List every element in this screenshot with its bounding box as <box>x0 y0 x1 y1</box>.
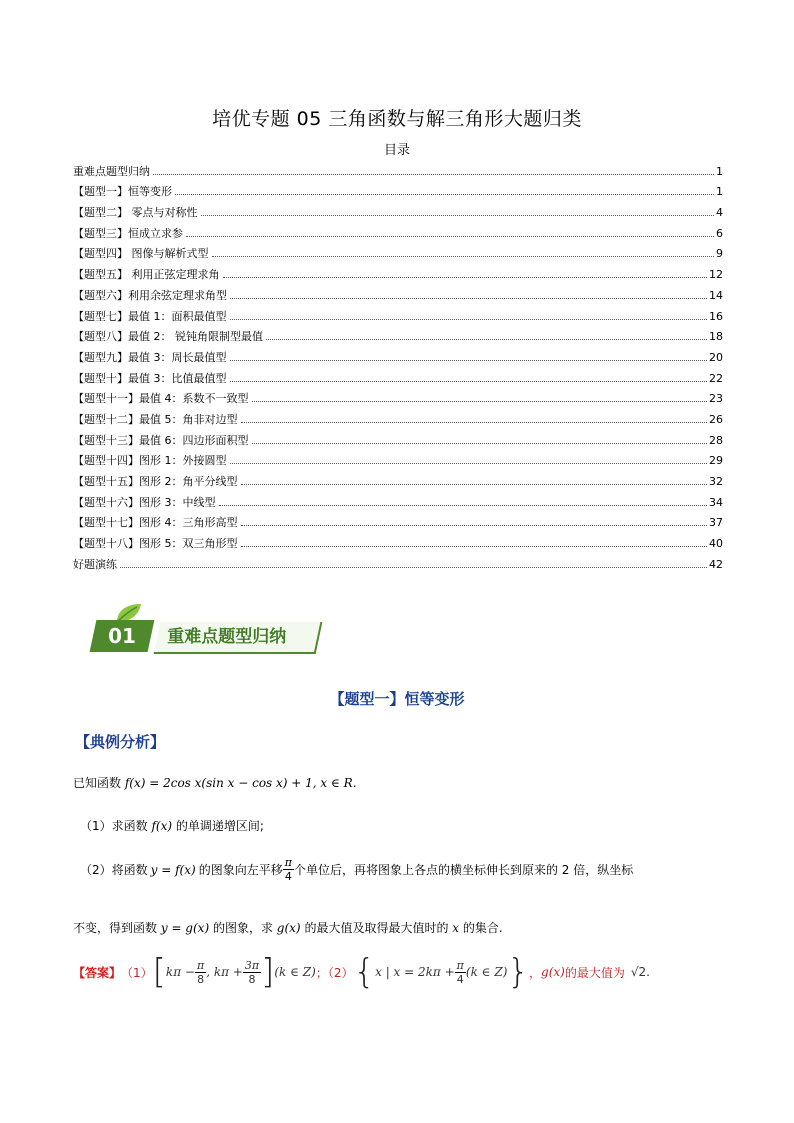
toc-entry[interactable] <box>73 179 723 200</box>
q2-x: x <box>452 921 460 935</box>
toc-entry[interactable] <box>73 427 723 448</box>
toc-entry-page: 16 <box>709 309 723 323</box>
question-2-line-2 <box>73 919 503 936</box>
toc-entry-label: 【题型十七】图形 4：三角形高型 <box>73 516 238 530</box>
q1-prefix: （1）求函数 <box>80 819 148 833</box>
q2-gx2: g(x) <box>276 921 301 935</box>
toc-entry-page: 4 <box>716 206 723 220</box>
toc-entry-page: 1 <box>716 185 723 199</box>
answer-tag: 【答案】 <box>73 965 122 980</box>
section-number-box <box>90 620 155 652</box>
section-title-box <box>154 622 323 654</box>
toc-entry[interactable] <box>73 261 723 282</box>
toc-entry-label: 【题型十四】图形 1：外接圆型 <box>73 454 227 468</box>
q1-fx: f(x) <box>151 819 173 833</box>
toc-entry[interactable] <box>73 158 723 179</box>
toc-dot-leader <box>230 359 708 361</box>
toc-entry[interactable] <box>73 468 723 489</box>
toc-dot-leader <box>230 318 708 320</box>
toc-dot-leader <box>230 380 708 382</box>
question-1 <box>80 817 264 834</box>
q2-prefix: （2）将函数 <box>80 863 148 877</box>
example-heading: 【典例分析】 <box>75 733 166 751</box>
interval-end-fraction <box>243 959 261 986</box>
answer-tail-a: ， <box>529 965 542 980</box>
toc-heading: 目录 <box>383 143 410 158</box>
toc-entry[interactable] <box>73 386 723 407</box>
set-fraction <box>455 959 466 986</box>
toc-dot-leader <box>241 524 708 526</box>
set-expression: x | x = 2kπ + <box>375 965 455 979</box>
q2-frac-num: π <box>284 856 292 869</box>
toc-entry-label: 【题型四】 图像与解析式型 <box>73 247 209 261</box>
answer-line <box>73 952 650 992</box>
toc-entry[interactable] <box>73 324 723 345</box>
toc-entry-page: 40 <box>709 537 723 551</box>
table-of-contents <box>73 158 723 572</box>
toc-dot-leader <box>175 193 714 195</box>
answer-part1-label: （1） <box>121 965 153 980</box>
toc-entry-page: 23 <box>709 392 723 406</box>
toc-entry-page: 34 <box>709 495 723 509</box>
toc-entry-label: 【题型一】恒等变形 <box>73 185 172 199</box>
toc-dot-leader <box>252 442 708 444</box>
q2-line2-c: 的最大值及取得最大值时的 <box>304 921 449 935</box>
toc-entry-page: 1 <box>716 164 723 178</box>
q1-suffix: 的单调递增区间; <box>175 819 264 833</box>
toc-entry-label: 【题型二】 零点与对称性 <box>73 206 198 220</box>
document-title: 培优专题 05 三角函数与解三角形大题归类 <box>212 108 582 130</box>
toc-dot-leader <box>223 276 708 278</box>
toc-dot-leader <box>153 173 714 175</box>
toc-dot-leader <box>230 462 708 464</box>
toc-dot-leader <box>120 566 707 568</box>
left-bracket-icon: [ <box>152 952 166 992</box>
toc-entry[interactable] <box>73 510 723 531</box>
toc-entry-label: 【题型十】最值 3：比值最值型 <box>73 371 227 385</box>
toc-dot-leader <box>186 235 714 237</box>
interval-start: kπ − <box>165 965 195 979</box>
toc-entry-page: 14 <box>709 288 723 302</box>
toc-entry-label: 【题型十八】图形 5：双三角形型 <box>73 537 238 551</box>
toc-entry-label: 【题型三】恒成立求参 <box>73 226 183 240</box>
toc-entry-label: 【题型八】最值 2： 锐钝角限制型最值 <box>73 330 263 344</box>
set-condition: (k ∈ Z) <box>465 965 508 979</box>
answer-part2-label: ；（2） <box>315 965 354 980</box>
toc-entry[interactable] <box>73 282 723 303</box>
toc-entry-label: 【题型十五】图形 2：角平分线型 <box>73 475 238 488</box>
toc-entry[interactable] <box>73 530 723 551</box>
toc-entry-label: 【题型七】最值 1：面积最值型 <box>73 309 227 323</box>
toc-entry-page: 28 <box>709 433 723 447</box>
interval-end-den: 8 <box>248 972 256 986</box>
toc-dot-leader <box>201 214 715 216</box>
section-number: 01 <box>108 624 136 648</box>
toc-dot-leader <box>212 255 715 257</box>
toc-entry[interactable] <box>73 365 723 386</box>
toc-dot-leader <box>241 421 708 423</box>
section-title: 重难点题型归纳 <box>167 627 287 647</box>
q2-line2-b: 的图象，求 <box>212 921 273 935</box>
toc-entry[interactable] <box>73 406 723 427</box>
toc-dot-leader <box>266 338 707 340</box>
set-frac-den: 4 <box>456 972 464 986</box>
interval-end-num: 3π <box>244 958 260 972</box>
section-badge <box>93 602 333 662</box>
toc-entry-label: 【题型十三】最值 6：四边形面积型 <box>73 433 249 447</box>
answer-gx: g(x) <box>541 965 565 979</box>
toc-entry-label: 【题型十六】图形 3：中线型 <box>73 495 216 509</box>
toc-entry[interactable] <box>73 199 723 220</box>
toc-entry-page: 20 <box>709 350 723 364</box>
toc-entry-page: 9 <box>716 247 723 261</box>
toc-entry-label: 【题型五】 利用正弦定理求角 <box>73 268 220 282</box>
toc-entry[interactable] <box>73 241 723 262</box>
toc-entry[interactable] <box>73 344 723 365</box>
q2-line2-d: 的集合. <box>462 921 503 935</box>
toc-entry-page: 37 <box>709 516 723 530</box>
q2-suffix: 个单位后，再将图象上各点的横坐标伸长到原来的 2 倍，纵坐标 <box>293 863 634 877</box>
toc-entry[interactable] <box>73 551 723 572</box>
question-2 <box>80 856 633 883</box>
toc-entry-label: 重难点题型归纳 <box>73 164 150 178</box>
toc-entry-page: 18 <box>709 330 723 344</box>
q2-fraction <box>283 856 294 883</box>
toc-entry-page: 29 <box>709 454 723 468</box>
toc-dot-leader <box>252 400 708 402</box>
interval-start-den: 8 <box>197 972 205 986</box>
toc-entry[interactable] <box>73 448 723 469</box>
q2-line2-a: 不变，得到函数 <box>73 921 158 935</box>
toc-dot-leader <box>219 504 708 506</box>
answer-end: . <box>646 965 650 979</box>
toc-entry-page: 42 <box>709 557 723 571</box>
interval-start-num: π <box>196 958 205 972</box>
right-brace-icon: } <box>507 952 530 992</box>
toc-entry[interactable] <box>73 303 723 324</box>
set-frac-num: π <box>456 958 464 972</box>
interval-start-fraction <box>195 959 206 986</box>
toc-entry-label: 好题演练 <box>73 557 117 571</box>
problem-intro-prefix: 已知函数 <box>73 776 122 790</box>
left-brace-icon: { <box>353 952 376 992</box>
toc-dot-leader <box>241 483 708 485</box>
problem-intro <box>73 774 357 791</box>
interval-condition: (k ∈ Z) <box>274 965 316 979</box>
q2-gx: y = g(x) <box>160 921 210 935</box>
problem-type-heading: 【题型一】恒等变形 <box>329 690 465 708</box>
answer-max-value: √2 <box>630 965 647 979</box>
answer-tail-b: 的最大值为 <box>564 965 625 980</box>
q2-y: y = f(x) <box>150 862 196 877</box>
toc-dot-leader <box>241 545 708 547</box>
toc-entry-page: 12 <box>709 268 723 282</box>
problem-formula: f(x) = 2cos x(sin x − cos x) + 1, x ∈ R. <box>124 776 357 790</box>
toc-entry-page: 6 <box>716 226 723 240</box>
toc-dot-leader <box>230 297 707 299</box>
toc-entry-page: 22 <box>709 371 723 385</box>
toc-entry-label: 【题型十一】最值 4：系数不一致型 <box>73 392 249 406</box>
toc-entry[interactable] <box>73 220 723 241</box>
toc-entry-label: 【题型九】最值 3：周长最值型 <box>73 350 227 364</box>
toc-entry-page: 26 <box>709 412 723 426</box>
toc-entry-label: 【题型六】利用余弦定理求角型 <box>73 288 227 302</box>
toc-entry[interactable] <box>73 489 723 510</box>
toc-entry-label: 【题型十二】最值 5：角非对边型 <box>73 412 238 426</box>
q2-frac-den: 4 <box>284 870 292 883</box>
right-bracket-icon: ] <box>261 952 275 992</box>
interval-sep: , kπ + <box>206 965 243 979</box>
q2-mid: 的图象向左平移 <box>198 863 283 877</box>
toc-entry-page: 32 <box>709 475 723 488</box>
